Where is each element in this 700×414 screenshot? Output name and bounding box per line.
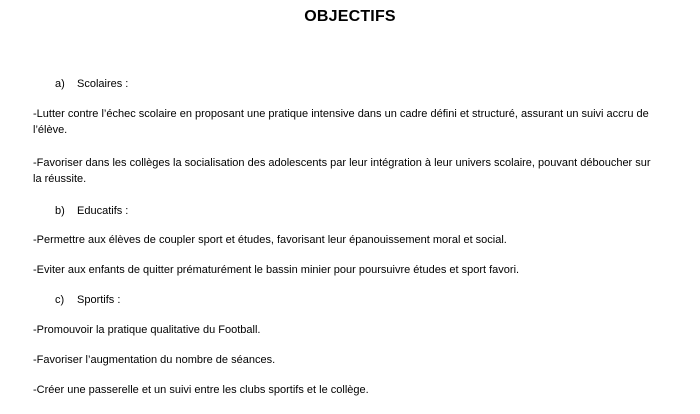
objective-item: -Favoriser dans les collèges la socialisation des adolescents par leur intégration à leur univers scolaire, pouvant déboucher sur la réussite. bbox=[33, 157, 651, 185]
section-marker: b) bbox=[55, 205, 65, 217]
objective-item: -Permettre aux élèves de coupler sport et études, favorisant leur épanouissement moral et social. bbox=[33, 234, 507, 246]
objective-item: -Créer une passerelle et un suivi entre les clubs sportifs et le collège. bbox=[33, 384, 369, 396]
section-marker: a) bbox=[55, 78, 65, 90]
section-heading-sportifs bbox=[55, 293, 120, 307]
objective-item: -Eviter aux enfants de quitter prématurément le bassin minier pour poursuivre études et sport favori. bbox=[33, 264, 520, 276]
section-title: Scolaires : bbox=[77, 78, 129, 90]
objective-item: -Favoriser l’augmentation du nombre de séances. bbox=[33, 354, 276, 366]
section-title: Educatifs : bbox=[77, 205, 129, 217]
section-heading-educatifs bbox=[55, 204, 128, 218]
section-heading-scolaires bbox=[55, 77, 128, 91]
section-marker: c) bbox=[55, 294, 65, 306]
page-title: OBJECTIFS bbox=[304, 8, 396, 25]
objective-item: -Lutter contre l’échec scolaire en proposant une pratique intensive dans un cadre défini et structuré, assurant un suivi accru de l’élève. bbox=[33, 108, 649, 136]
section-title: Sportifs : bbox=[77, 294, 121, 306]
objective-item: -Promouvoir la pratique qualitative du Football. bbox=[33, 324, 261, 336]
